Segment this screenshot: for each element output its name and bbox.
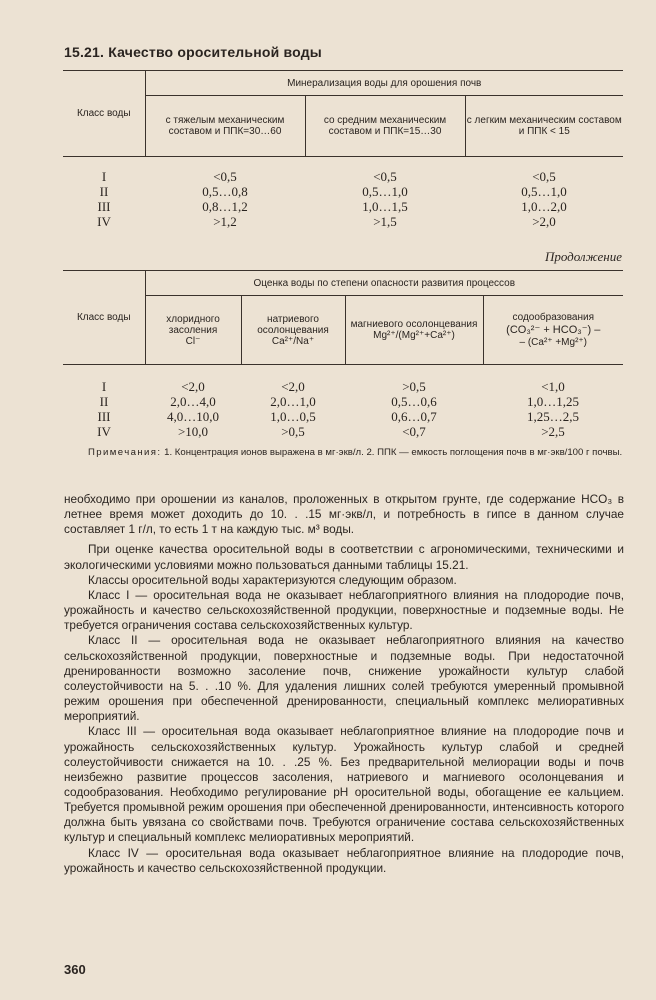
- column-formula: (CO₃²⁻ + HCO₃⁻) –: [506, 324, 601, 336]
- table-cell: III: [97, 409, 111, 424]
- table-cell: 1,25…2,5: [527, 409, 580, 424]
- table-cell: >1,5: [373, 214, 397, 229]
- table-cell: 0,6…0,7: [391, 409, 437, 424]
- table-notes: [88, 447, 624, 459]
- paragraph: необходимо при орошении из каналов, проложенных в открытом грунте, где содержание HCO₃ в летнее время может доходить до 10. . .15 мг·экв/л, и потребность в гипсе в данном случае составляет 1 г/л, то есть 1 т на каждую тыс. м³ воды.: [64, 492, 624, 537]
- table-cell: 0,8…1,2: [202, 199, 248, 214]
- table-cell: >10,0: [177, 424, 209, 439]
- table-cell: 2,0…4,0: [170, 394, 216, 409]
- class-header: Класс воды: [63, 271, 145, 365]
- table-cell: I: [101, 379, 107, 394]
- column-chloride-salinization: [145, 296, 241, 365]
- column-formula: Cl⁻: [185, 335, 201, 347]
- paragraph: Класс IV — оросительная вода оказывает неблагоприятное влияние на плодородие почв, урожайность и качество сельскохозяйственной продукции.: [64, 845, 624, 875]
- column-light-soil: с легким механическим составом и ППК < 15: [465, 96, 623, 157]
- table-row: [63, 394, 623, 409]
- column-title: магниевого осолонцевания: [350, 319, 478, 330]
- paragraph: Классы оросительной воды характеризуются следующим образом.: [88, 572, 457, 587]
- column-formula-continued: – (Ca²⁺ +Mg²⁺): [519, 337, 588, 348]
- column-title: натриевого осолонцевания: [257, 313, 329, 336]
- paragraph: Класс I — оросительная вода не оказывает неблагоприятного влияния на плодородие почв, урожайность и качество сельскохозяйственной продукции, поверхностные и подземные воды. Не требуется ограничения состава сельскохозяйственных культур.: [64, 587, 624, 633]
- column-soda-formation: [483, 296, 623, 365]
- table-cell: 1,0…0,5: [270, 409, 316, 424]
- paragraph: Класс III — оросительная вода оказывает неблагоприятное влияние на плодородие почв и урожайность сельскохозяйственных культур. Урожайность культур слабой и средней солеустойчивости снижается на 10. . .25 %. Без предварительной мелиорации воды и почв неизбежно развитие процессов засоления, натриевого и магниевого осолонцевания и содообразования. Необходимо регулирование pH оросительной воды, обогащение ее кальцием. Требуется промывной режим орошения при обеспеченной дренированности, интенсивность которого должна быть увязана со свойствами почв. Требуются ограничение состава сельскохозяйственных культур и специальный комплекс мелиоративных мероприятий.: [64, 724, 624, 845]
- paragraph: Класс II — оросительная вода не оказывает неблагоприятного влияния на качество сельскохозяйственной продукции, поверхностные и подземные воды. При недостаточной дренированности возможно засоление почв, снижение урожайности культур слабой солеустойчивости на 5. . .10 %. Для удаления лишних солей требуются умеренный промывной режим орошения при обеспеченной дренированности, специальный комплекс мелиоративных мероприятий.: [64, 633, 624, 724]
- table-cell: >2,5: [541, 424, 565, 439]
- table-row: [63, 169, 623, 184]
- table-row: [63, 424, 623, 439]
- column-heavy-soil: с тяжелым механическим составом и ППК=30…60: [145, 96, 305, 157]
- column-magnesium-solonetz: [345, 296, 483, 365]
- class-header: Класс воды: [63, 71, 145, 157]
- hazard-super-header: Оценка воды по степени опасности развития процессов: [145, 271, 623, 296]
- hazard-assessment-table: [63, 270, 623, 439]
- table-row: [63, 214, 623, 229]
- table-cell: <0,5: [373, 169, 397, 184]
- table-cell: 0,5…0,6: [391, 394, 437, 409]
- table-cell: 2,0…1,0: [270, 394, 316, 409]
- table-row: [63, 379, 623, 394]
- table-cell: <1,0: [541, 379, 565, 394]
- section-heading: 15.21. Качество оросительной воды: [64, 44, 322, 60]
- table-cell: 4,0…10,0: [167, 409, 219, 424]
- table-cell: >2,0: [532, 214, 556, 229]
- table-cell: 0,5…0,8: [202, 184, 248, 199]
- body-text: [64, 492, 624, 876]
- column-sodium-solonetz: [241, 296, 345, 365]
- table-cell: 0,5…1,0: [521, 184, 567, 199]
- column-medium-soil: со средним механическим составом и ППК=15…30: [305, 96, 465, 157]
- table-cell: I: [101, 169, 107, 184]
- table-cell: >0,5: [402, 379, 426, 394]
- table-cell: <0,7: [402, 424, 426, 439]
- column-formula: Mg²⁺/(Mg²⁺+Ca²⁺): [373, 330, 455, 341]
- table-row: [63, 184, 623, 199]
- table-cell: 1,0…1,5: [362, 199, 408, 214]
- table-cell: III: [97, 199, 111, 214]
- paragraph: При оценке качества оросительной воды в соответствии с агрономическими, техническими и экологическими условиями можно пользоваться данными таблицы 15.21.: [64, 542, 624, 572]
- notes-label: Примечания:: [88, 447, 162, 458]
- mineralization-super-header: Минерализация воды для орошения почв: [145, 71, 623, 96]
- page-number: 360: [64, 962, 86, 977]
- table-cell: II: [99, 184, 109, 199]
- notes-text: 1. Концентрация ионов выражена в мг·экв/л. 2. ППК — емкость поглощения почв в мг·экв/100 г почвы.: [161, 447, 623, 458]
- table-row: [63, 199, 623, 214]
- table-cell: IV: [97, 214, 111, 229]
- table-cell: >1,2: [213, 214, 237, 229]
- column-formula: Ca²⁺/Na⁺: [271, 335, 315, 347]
- table-cell: 1,0…2,0: [521, 199, 567, 214]
- table-cell: >0,5: [281, 424, 305, 439]
- mineralization-table: [63, 70, 623, 229]
- table-cell: 0,5…1,0: [362, 184, 408, 199]
- column-title: хлоридного засоления: [166, 313, 220, 336]
- table-cell: 1,0…1,25: [527, 394, 580, 409]
- table-cell: <0,5: [532, 169, 556, 184]
- column-title: содообразования: [512, 312, 594, 323]
- table-cell: <0,5: [213, 169, 237, 184]
- table-row: [63, 409, 623, 424]
- table-cell: II: [99, 394, 109, 409]
- table-cell: IV: [97, 424, 111, 439]
- table-cell: <2,0: [181, 379, 205, 394]
- table-cell: <2,0: [281, 379, 305, 394]
- continuation-label: Продолжение: [544, 249, 622, 264]
